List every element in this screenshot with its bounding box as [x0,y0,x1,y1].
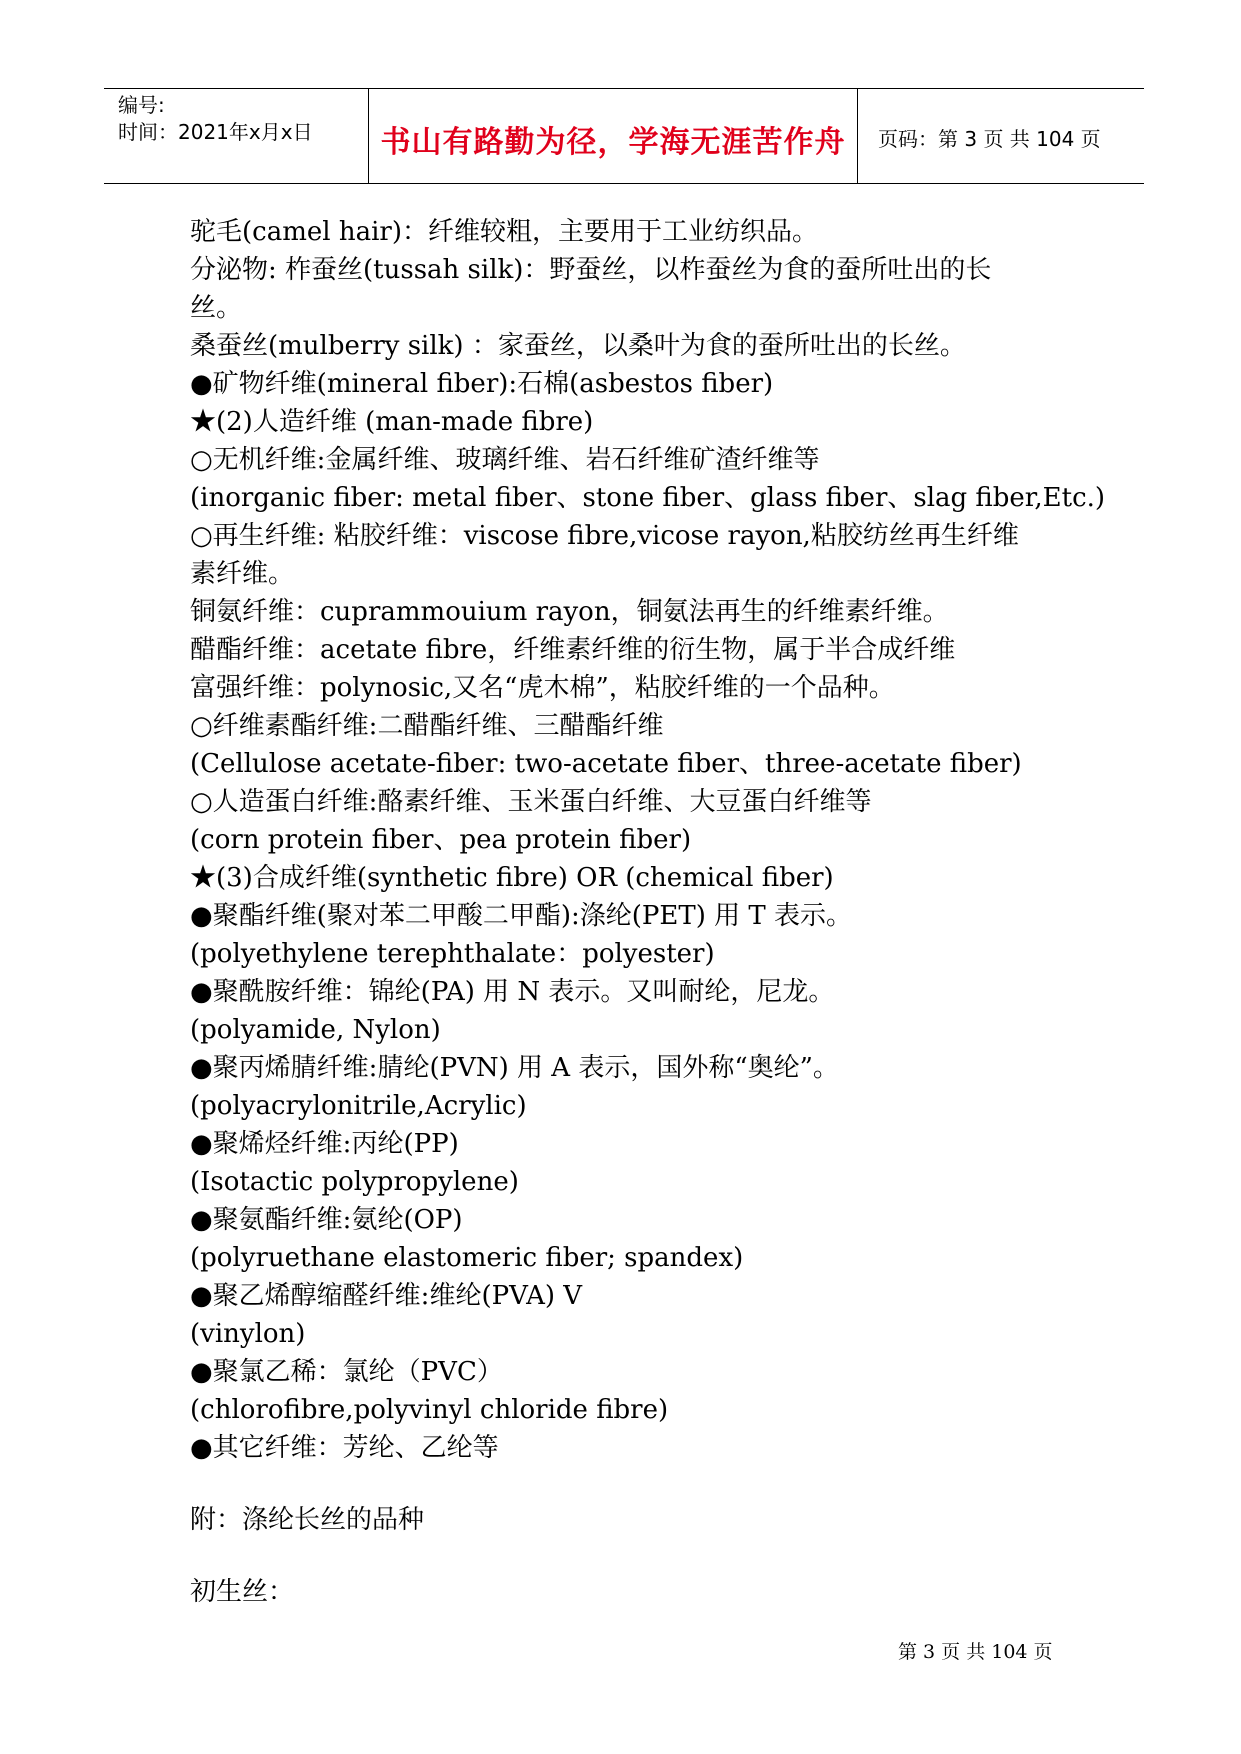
text-line: ●聚烯烃纤维:丙纶(PP) [190,1129,459,1159]
text-line: (chlorofibre,polyvinyl chloride fibre) [190,1395,669,1425]
header-motto-cell [368,89,858,183]
text-line: ○无机纤维:金属纤维、玻璃纤维、岩石纤维矿渣纤维等 [190,445,820,475]
text-line: 富强纤维：polynosic,又名“虎木棉”，粘胶纤维的一个品种。 [190,673,895,703]
text-line: (Isotactic polypropylene) [190,1167,519,1197]
header-info-cell [104,89,368,183]
header-page-cell [858,89,1144,183]
text-line: ●聚氨酯纤维:氨纶(OP) [190,1205,463,1235]
text-line: (polyamide, Nylon) [190,1015,441,1045]
text-line: ●聚氯乙稀：氯纶（PVC） [190,1357,503,1387]
text-line: (Cellulose acetate-fiber: two-acetate fiber、three-acetate fiber) [190,749,1022,779]
page-footer: 第 3 页 共 104 页 [898,1641,1053,1663]
page-code: 页码：第 3 页 共 104 页 [878,127,1101,151]
text-line: ○再生纤维: 粘胶纤维：viscose fibre,vicose rayon,粘胶纺丝再生纤维 [190,521,1019,551]
text-line: 桑蚕丝(mulberry silk) ：家蚕丝，以桑叶为食的蚕所吐出的长丝。 [190,331,966,361]
text-line: (polyethylene terephthalate：polyester) [190,939,715,969]
subheading: 初生丝： [190,1577,295,1607]
paragraph-gap [190,1539,1070,1573]
time-label: 时间：2021年x月x日 [118,120,313,144]
text-line: 驼毛(camel hair)：纤维较粗，主要用于工业纺织品。 [190,217,818,247]
text-line: (vinylon) [190,1319,306,1349]
text-line: ○人造蛋白纤维:酪素纤维、玉米蛋白纤维、大豆蛋白纤维等 [190,787,872,817]
text-line: ★(3)合成纤维(synthetic fibre) OR (chemical fiber) [190,863,834,893]
text-line: ●其它纤维：芳纶、乙纶等 [190,1433,499,1463]
text-line: 丝。 [190,293,243,323]
text-line: 醋酯纤维：acetate fibre，纤维素纤维的衍生物，属于半合成纤维 [190,635,956,665]
document-body [190,213,1106,1611]
text-line: ●聚丙烯腈纤维:腈纶(PVN) 用 A 表示，国外称“奥纶”。 [190,1053,839,1083]
text-line: ●聚酰胺纤维：锦纶(PA) 用 N 表示。又叫耐纶，尼龙。 [190,977,835,1007]
text-line: 素纤维。 [190,559,295,589]
text-line: ●聚乙烯醇缩醛纤维:维纶(PVA) V [190,1281,583,1311]
text-line: ○纤维素酯纤维:二醋酯纤维、三醋酯纤维 [190,711,664,741]
text-line: ●矿物纤维(mineral fiber):石棉(asbestos fiber) [190,369,774,399]
number-label: 编号: [118,93,165,117]
text-line: (polyacrylonitrile,Acrylic) [190,1091,527,1121]
text-line: 铜氨纤维：cuprammouium rayon，铜氨法再生的纤维素纤维。 [190,597,949,627]
paragraph-gap [190,1467,1070,1501]
text-line: ★(2)人造纤维 (man-made fibre) [190,407,594,437]
text-line: ●聚酯纤维(聚对苯二甲酸二甲酯):涤纶(PET) 用 T 表示。 [190,901,852,931]
motto-text: 书山有路勤为径，学海无涯苦作舟 [380,125,846,160]
text-line: 分泌物: 柞蚕丝(tussah silk)：野蚕丝，以柞蚕丝为食的蚕所吐出的长 [190,255,992,285]
text-line: (corn protein fiber、pea protein fiber) [190,825,692,855]
page-header [104,88,1144,184]
text-line: (polyruethane elastomeric fiber; spandex) [190,1243,744,1273]
text-line: (inorganic fiber: metal fiber、stone fiber、glass fiber、slag fiber,Etc.) [190,483,1106,513]
appendix-heading: 附：涤纶长丝的品种 [190,1505,425,1535]
